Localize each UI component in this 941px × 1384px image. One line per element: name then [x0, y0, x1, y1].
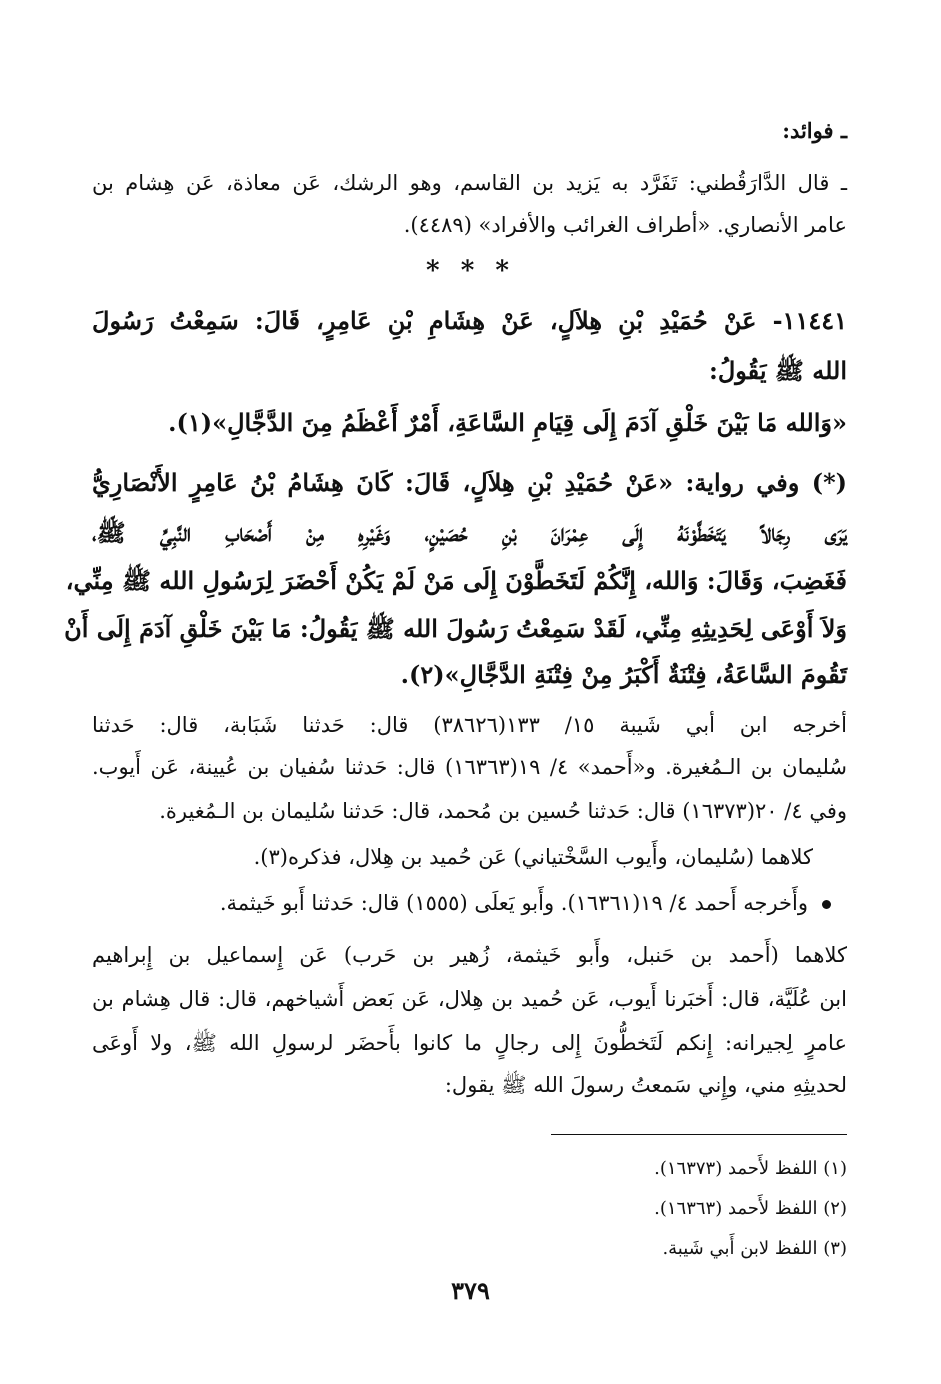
fawaid-line-2: عامر الأنصاري. «أطراف الغرائب والأفراد» (٤٤٨٩).: [403, 213, 847, 237]
fawaid-line-1: ـ قال الدَّارَقُطني: تَفَرَّد به يَزيد بن القاسم، وهو الرشك، عَن معاذة، عَن هِشام بن: [92, 171, 847, 195]
takhrij-line-8: لحديثِهِ مني، وإِني سَمعتُ رسولَ الله ﷺ يقول:: [444, 1073, 847, 1097]
section-separator: * * *: [426, 256, 515, 286]
takhrij-line-2: سُليمان بن الـمُغيرة. و«أَحمد» ٤/ ١٩(١٦٣٦٣) قال: حَدثنا سُفيان بن عُيينة، عَن أَيوب.: [92, 755, 847, 779]
takhrij-bullet-text: وأَخرجه أَحمد ٤/ ١٩(١٦٣٦١). وأَبو يَعلَى (١٥٥٥) قال: حَدثنا أَبو خَيثمة.: [219, 891, 808, 915]
hadith-quote: «وَالله مَا بَيْنَ خَلْقِ آدَمَ إِلَى قِيَامِ السَّاعَةِ، أَمْرٌ أَعْظَمُ مِنَ الدَّجَّالِ»(١).: [168, 408, 847, 437]
takhrij-line-3: وفي ٤/ ٢٠(١٦٣٧٣) قال: حَدثنا حُسين بن مُحمد، قال: حَدثنا سُليمان بن الـمُغيرة.: [159, 799, 847, 823]
riwaya-line-3: فَغَضِبَ، وَقَالَ: وَالله، إِنَّكُمْ لَتَخَطَّوْنَ إِلَى مَنْ لَمْ يَكُنْ أَحْضَرَ لِرَسُولِ الله ﷺ مِنِّي،: [65, 566, 847, 595]
riwaya-line-4: وَلاَ أَوْعَى لِحَدِيثِهِ مِنِّي، لَقَدْ سَمِعْتُ رَسُولَ الله ﷺ يَقُولُ: مَا بَيْنَ خَلْقِ آدَمَ إِلَى أَنْ: [64, 614, 847, 643]
page-number: ٣٧٩: [451, 1276, 490, 1305]
hadith-line-2: الله ﷺ يَقُولُ:: [708, 356, 847, 385]
riwaya-line-1: (*) وفي رواية: «عَنْ حُمَيْدِ بْنِ هِلاَلٍ، قَالَ: كَانَ هِشَامُ بْنُ عَامِرٍ الأَنْصَارِيُّ: [92, 468, 847, 497]
takhrij-bullet-item: [92, 888, 831, 918]
takhrij-line-4: كلاهما (سُليمان، وأَيوب السَّخْتياني) عَن حُميد بن هِلال، فذكره(٣).: [253, 845, 813, 869]
footnote-2: (٢) اللفظ لأَحمد (١٦٣٦٣).: [654, 1198, 847, 1219]
takhrij-line-7: عامرٍ لِجيرانه: إِنكم لَتَخطُّونَ إِلى رجالٍ ما كانوا بأَحضَر لرسولِ الله ﷺ، ولا أَوعَى: [92, 1031, 847, 1055]
footnote-divider: [551, 1134, 847, 1135]
takhrij-line-6: ابن عُلَيَّة، قال: أَخبَرنا أَيوب، عَن حُميد بن هِلال، عَن بَعض أَشياخهم، قال: قال هِشام بن: [92, 987, 847, 1011]
bullet-dot-icon: [822, 900, 831, 909]
riwaya-line-5: تَقُومَ السَّاعَةُ، فِتْنَةٌ أَكْبَرُ مِنْ فِتْنَةِ الدَّجَّالِ»(٢).: [400, 660, 847, 689]
fawaid-heading: ـ فوائد:: [782, 118, 847, 143]
hadith-line-1: ١١٤٤١- عَنْ حُمَيْدِ بْنِ هِلاَلٍ، عَنْ هِشَامِ بْنِ عَامِرٍ، قَالَ: سَمِعْتُ رَسُولَ: [92, 306, 847, 335]
footnote-1: (١) اللفظ لأَحمد (١٦٣٧٣).: [654, 1158, 847, 1179]
riwaya-line-2: يَرَى رِجَالاً يَتَخَطَّوْنَهُ إِلَى عِمْرَانَ بْنِ حُصَيْنٍ، وَغَيْرِهِ مِنْ أَصْحَابِ النَّبِيِّ ﷺ،: [92, 518, 847, 547]
takhrij-line-1: أخرجه ابن أبي شَيبة ١٥/ ١٣٣(٣٨٦٢٦) قال: حَدثنا شَبَابة، قال: حَدثنا: [92, 713, 847, 737]
takhrij-line-5: كلاهما (أَحمد بن حَنبل، وأَبو خَيثمة، زُهير بن حَرب) عَن إِسماعيل بن إِبراهيم: [92, 943, 847, 967]
footnote-3: (٣) اللفظ لابن أَبي شَيبة.: [662, 1238, 847, 1259]
